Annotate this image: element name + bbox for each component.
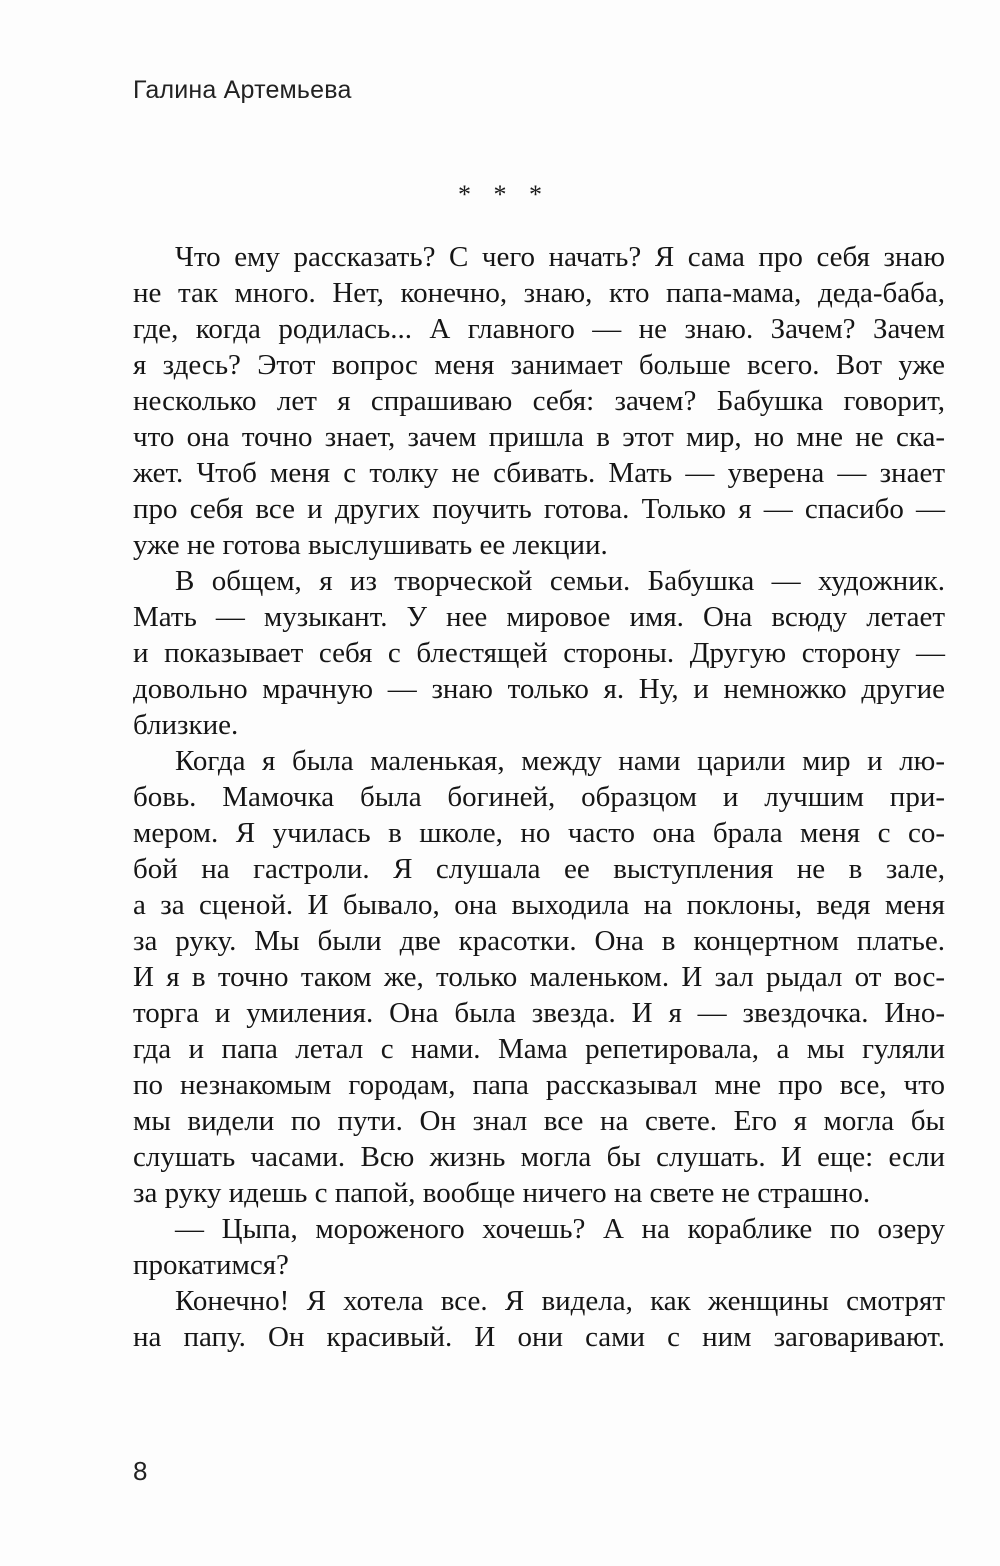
text-line: и показывает себя с блестящей стороны. Другую сторону — (133, 637, 945, 669)
text-line: бовь. Мамочка была богиней, образцом и лучшим при- (133, 781, 945, 813)
paragraph (133, 1283, 945, 1355)
text-line: мы видели по пути. Он знал все на свете. Его я могла бы (133, 1105, 945, 1137)
text-line: я здесь? Этот вопрос меня занимает больше всего. Вот уже (133, 349, 945, 381)
text-line: торга и умиления. Она была звезда. И я — звездочка. Ино- (133, 997, 945, 1029)
text-line: гда и папа летал с нами. Мама репетировала, а мы гуляли (133, 1033, 945, 1065)
text-line: несколько лет я спрашиваю себя: зачем? Бабушка говорит, (133, 385, 945, 417)
text-line: близкие. (133, 709, 239, 741)
text-line: где, когда родилась... А главного — не знаю. Зачем? Зачем (133, 313, 945, 345)
paragraph (133, 563, 945, 743)
dialogue-paragraph (133, 1211, 945, 1283)
text-line: на папу. Он красивый. И они сами с ним заговаривают. (133, 1321, 945, 1353)
text-line: за руку идешь с папой, вообще ничего на свете не страшно. (133, 1177, 871, 1209)
text-line: — Цыпа, мороженого хочешь? А на кораблике по озеру (175, 1213, 945, 1245)
text-line: Конечно! Я хотела все. Я видела, как женщины смотрят (175, 1285, 945, 1317)
text-line: бой на гастроли. Я слушала ее выступления не в зале, (133, 853, 945, 885)
text-line: а за сценой. И бывало, она выходила на поклоны, ведя меня (133, 889, 945, 921)
text-line: слушать часами. Всю жизнь могла бы слушать. И еще: если (133, 1141, 945, 1173)
section-separator: * * * (458, 180, 550, 209)
text-line: Мать — музыкант. У нее мировое имя. Она всюду летает (133, 601, 945, 633)
body-text (133, 239, 945, 1355)
text-line: по незнакомым городам, папа рассказывал мне про все, что (133, 1069, 945, 1101)
text-line: жет. Чтоб меня с толку не сбивать. Мать — уверена — знает (133, 457, 945, 489)
running-head: Галина Артемьева (133, 76, 352, 104)
text-line: за руку. Мы были две красотки. Она в концертном платье. (133, 925, 945, 957)
text-line: Что ему рассказать? С чего начать? Я сама про себя знаю (175, 241, 945, 273)
text-line: про себя все и других поучить готова. Только я — спасибо — (133, 493, 945, 525)
text-line: прокатимся? (133, 1249, 289, 1281)
paragraph (133, 743, 945, 1211)
text-line: Когда я была маленькая, между нами царили мир и лю- (175, 745, 945, 777)
text-line: довольно мрачную — знаю только я. Ну, и немножко другие (133, 673, 945, 705)
text-line: не так много. Нет, конечно, знаю, кто папа-мама, деда-баба, (133, 277, 945, 309)
text-line: уже не готова выслушивать ее лекции. (133, 529, 608, 561)
paragraph (133, 239, 945, 563)
text-line: мером. Я училась в школе, но часто она брала меня с со- (133, 817, 945, 849)
page-number: 8 (133, 1456, 148, 1486)
text-line: И я в точно таком же, только маленьком. И зал рыдал от вос- (133, 961, 945, 993)
text-line: В общем, я из творческой семьи. Бабушка — художник. (175, 565, 945, 597)
text-line: что она точно знает, зачем пришла в этот мир, но мне не ска- (133, 421, 945, 453)
